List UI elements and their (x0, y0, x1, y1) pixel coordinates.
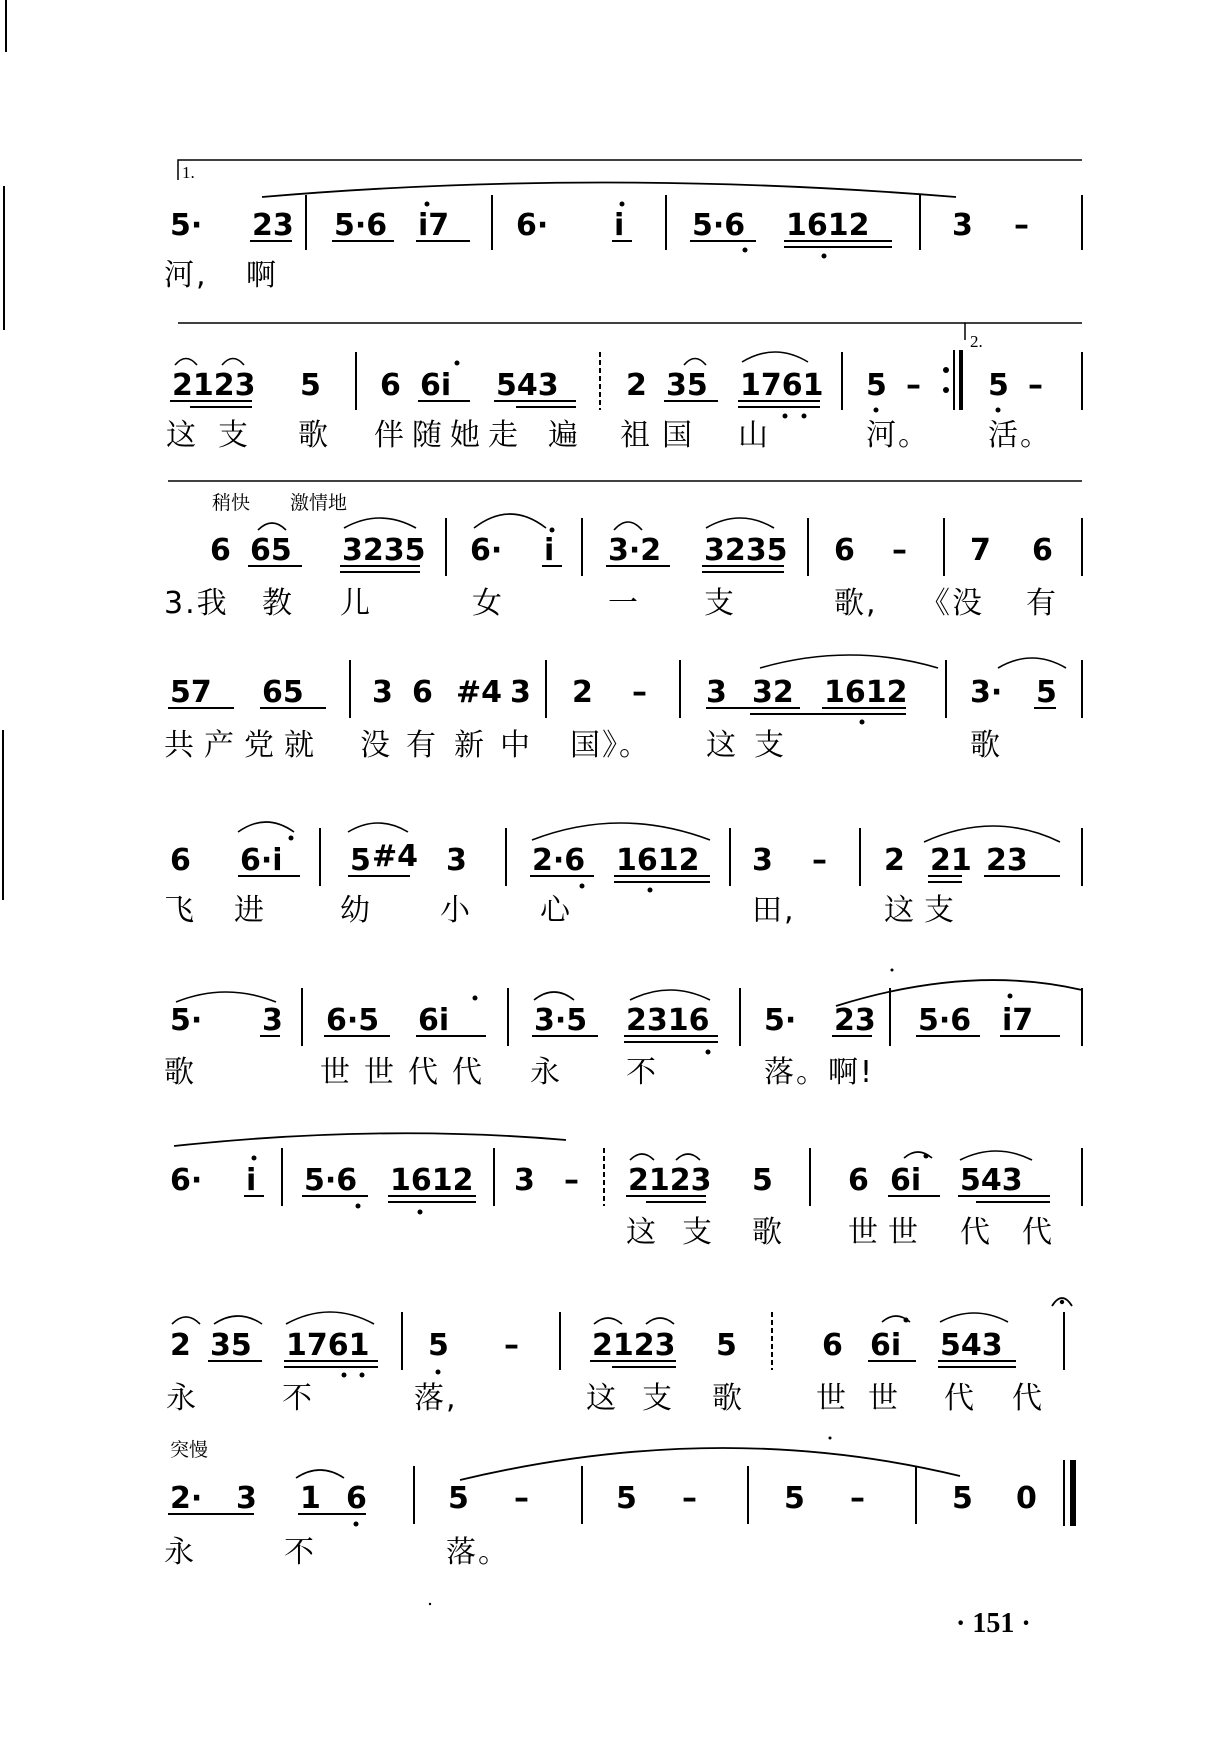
lyric: 中 (500, 728, 532, 763)
lyric: 歌 (970, 728, 1002, 763)
volta-2-bracket (965, 323, 1082, 351)
note: 5·6 (918, 1003, 972, 1038)
note: 3 (372, 675, 393, 710)
lyric: 支 (218, 418, 250, 453)
note: 2 (626, 368, 647, 403)
lyric: 歌 (712, 1381, 744, 1416)
note: 3·5 (534, 1003, 588, 1038)
note: 3 (514, 1163, 535, 1198)
lyric: 歌, (834, 586, 878, 621)
lyric: 不 (282, 1381, 314, 1416)
note: 6 (822, 1328, 843, 1363)
lyric: 不 (284, 1535, 316, 1570)
lyric: 田, (752, 893, 796, 928)
lyric: 世 (320, 1055, 352, 1090)
note: 1 (300, 1481, 321, 1516)
lyric: 伴 (374, 418, 406, 453)
lyric: 落。 (446, 1535, 510, 1570)
row-9 (164, 1437, 1073, 1571)
lyric: 新 (454, 728, 486, 763)
note: 1612 (786, 208, 870, 243)
lyric: 支 (924, 893, 956, 928)
lyric: 幼 (340, 893, 372, 928)
lyric: 歌 (298, 418, 330, 453)
lyric: 党 (244, 728, 276, 763)
row-3 (164, 492, 1082, 621)
row-4 (164, 655, 1082, 763)
note: i7 (418, 208, 450, 243)
note: 6 (380, 368, 401, 403)
note: 543 (960, 1163, 1023, 1198)
note: #4 (456, 675, 503, 710)
note: 6 (170, 843, 191, 878)
dash: – (632, 675, 647, 710)
note: 1612 (616, 843, 700, 878)
note: 3235 (704, 533, 788, 568)
row-2 (166, 323, 1082, 453)
dash: – (564, 1163, 579, 1198)
lyric: 随 (412, 418, 444, 453)
dash: – (906, 368, 921, 403)
lyric: 共 (164, 728, 196, 763)
note: 2123 (592, 1328, 676, 1363)
note: i7 (1002, 1003, 1034, 1038)
volta-2-label: 2. (970, 332, 983, 351)
lyric: 世 (848, 1215, 880, 1250)
note: 6i (890, 1163, 922, 1198)
lyric: 支 (682, 1215, 714, 1250)
note: 35 (210, 1328, 252, 1363)
note: 2123 (628, 1163, 712, 1198)
note: #4 (372, 839, 419, 874)
lyric: 支 (704, 586, 736, 621)
lyric: 就 (284, 728, 316, 763)
note: 3 (446, 843, 467, 878)
note: 35 (666, 368, 708, 403)
note: 5·6 (692, 208, 746, 243)
lyric: 有 (1026, 586, 1058, 621)
note: i (246, 1163, 257, 1198)
lyric: 世 (364, 1055, 396, 1090)
lyric: 落, (414, 1381, 458, 1416)
note: 1761 (740, 368, 824, 403)
lyric: 这 (884, 893, 916, 928)
note: 5 (716, 1328, 737, 1363)
lyric: 世 (816, 1381, 848, 1416)
note: 2·6 (532, 843, 586, 878)
slur (262, 183, 956, 198)
dash: – (892, 533, 907, 568)
note: 6 (834, 533, 855, 568)
note: 5 (300, 368, 321, 403)
lyric: 不 (626, 1055, 658, 1090)
lyric: 永 (166, 1381, 198, 1416)
lyric: 永 (530, 1055, 562, 1090)
lyric: 一 (608, 586, 640, 621)
lyric: 国 (662, 418, 694, 453)
lyric: 歌 (752, 1215, 784, 1250)
note: 3· (970, 675, 1003, 710)
row-6 (164, 969, 1082, 1091)
lyric: 支 (642, 1381, 674, 1416)
lyric: 代 (944, 1381, 976, 1416)
lyric: 世 (868, 1381, 900, 1416)
repeat-end-barline (943, 350, 961, 410)
note: 5· (764, 1003, 797, 1038)
note: i (544, 533, 555, 568)
note: 543 (940, 1328, 1003, 1363)
lyric: 这 (166, 418, 198, 453)
lyric: 小 (440, 893, 472, 928)
row-8 (166, 1298, 1072, 1416)
note: 57 (170, 675, 212, 710)
volta-1-label: 1. (182, 163, 195, 182)
note: 5 (428, 1328, 449, 1363)
note: 6· (170, 1163, 203, 1198)
note: 3 (262, 1003, 283, 1038)
lyric: 世 (888, 1215, 920, 1250)
fermata-icon (1052, 1298, 1072, 1306)
note: 5 (1036, 675, 1057, 710)
note: 6 (412, 675, 433, 710)
lyric: 歌 (164, 1055, 196, 1090)
tempo-faster: 稍快 (212, 492, 251, 514)
lyric: 遍 (548, 418, 580, 453)
lyric: 河, (164, 258, 208, 293)
note: 2316 (626, 1003, 710, 1038)
note: 6·5 (326, 1003, 380, 1038)
note: 65 (250, 533, 292, 568)
note: 0 (1016, 1481, 1037, 1516)
note: 5 (988, 368, 1009, 403)
note: 1612 (390, 1163, 474, 1198)
note: 6 (210, 533, 231, 568)
dash: – (1014, 208, 1029, 243)
lyric: 没 (360, 728, 392, 763)
lyric: 儿 (340, 586, 372, 621)
lyric: 进 (234, 893, 266, 928)
lyric: 这 (706, 728, 738, 763)
note: i (614, 208, 625, 243)
lyric: 支 (754, 728, 786, 763)
note: 2· (170, 1481, 203, 1516)
dash: – (850, 1481, 865, 1516)
row-5 (164, 822, 1082, 928)
lyric: 这 (626, 1215, 658, 1250)
note: 5 (350, 843, 371, 878)
note: 2123 (172, 368, 256, 403)
lyric: 代 (1012, 1381, 1044, 1416)
note: 7 (970, 533, 991, 568)
lyric: 教 (262, 586, 294, 621)
note: 23 (986, 843, 1028, 878)
note: 5·6 (334, 208, 388, 243)
note: 1612 (824, 675, 908, 710)
note: 543 (496, 368, 559, 403)
note: 23 (252, 208, 294, 243)
lyric: 啊 (246, 258, 278, 293)
note: 5 (952, 1481, 973, 1516)
note: 5·6 (304, 1163, 358, 1198)
lyric: 她 (450, 418, 482, 453)
note: 3·2 (608, 533, 662, 568)
lyric: 心 (540, 893, 572, 928)
lyric: 国》。 (570, 728, 651, 763)
row-1 (164, 160, 1082, 293)
page-number: · 151 · (956, 1608, 1031, 1639)
lyric: 有 (406, 728, 438, 763)
note: 5 (866, 368, 887, 403)
note: 1761 (286, 1328, 370, 1363)
note: 5 (752, 1163, 773, 1198)
dash: – (682, 1481, 697, 1516)
note: 5 (448, 1481, 469, 1516)
note: 65 (262, 675, 304, 710)
tempo-passionate: 激情地 (290, 492, 348, 514)
note: 3235 (342, 533, 426, 568)
note: 6 (1032, 533, 1053, 568)
lyric: 代 (1022, 1215, 1054, 1250)
lyric: 河。 (866, 418, 930, 453)
lyric: 代 (960, 1215, 992, 1250)
final-barline (1064, 1460, 1073, 1526)
lyric: 永 (164, 1535, 196, 1570)
note: 32 (752, 675, 794, 710)
note: 6·i (240, 843, 283, 878)
dash: – (812, 843, 827, 878)
note: 6i (420, 368, 452, 403)
note: 2 (572, 675, 593, 710)
row-7 (170, 1133, 1082, 1250)
note: 5· (170, 1003, 203, 1038)
note: 23 (834, 1003, 876, 1038)
lyric: 《没 (920, 586, 984, 621)
scan-margin-marks (3, 0, 6, 900)
note: 3 (510, 675, 531, 710)
volta-1-bracket (178, 160, 1082, 182)
note: 3 (952, 208, 973, 243)
lyric: 落。啊! (764, 1055, 875, 1090)
lyric: 飞 (164, 893, 196, 928)
lyric: 走 (488, 418, 520, 453)
lyric: 这 (586, 1381, 618, 1416)
dash: – (504, 1328, 519, 1363)
lyric: 代 (452, 1055, 484, 1090)
note: 6 (346, 1481, 367, 1516)
lyric: 祖 (620, 418, 652, 453)
lyric: 3.我 (164, 586, 229, 621)
note: 6i (418, 1003, 450, 1038)
note: 21 (930, 843, 972, 878)
note: 5 (616, 1481, 637, 1516)
note: 3 (706, 675, 727, 710)
note: 3 (236, 1481, 257, 1516)
note: 5 (784, 1481, 805, 1516)
note: 5· (170, 208, 203, 243)
note: 6· (516, 208, 549, 243)
note: 6· (470, 533, 503, 568)
note: 6i (870, 1328, 902, 1363)
lyric: 产 (204, 728, 236, 763)
tempo-sudden-slow: 突慢 (170, 1439, 209, 1461)
note: 3 (752, 843, 773, 878)
dash: – (514, 1481, 529, 1516)
lyric: 代 (408, 1055, 440, 1090)
lyric: 女 (472, 586, 504, 621)
lyric: 活。 (988, 418, 1052, 453)
note: 2 (884, 843, 905, 878)
note: 6 (848, 1163, 869, 1198)
lyric: 山 (738, 418, 770, 453)
note: 2 (170, 1328, 191, 1363)
dash: – (1028, 368, 1043, 403)
